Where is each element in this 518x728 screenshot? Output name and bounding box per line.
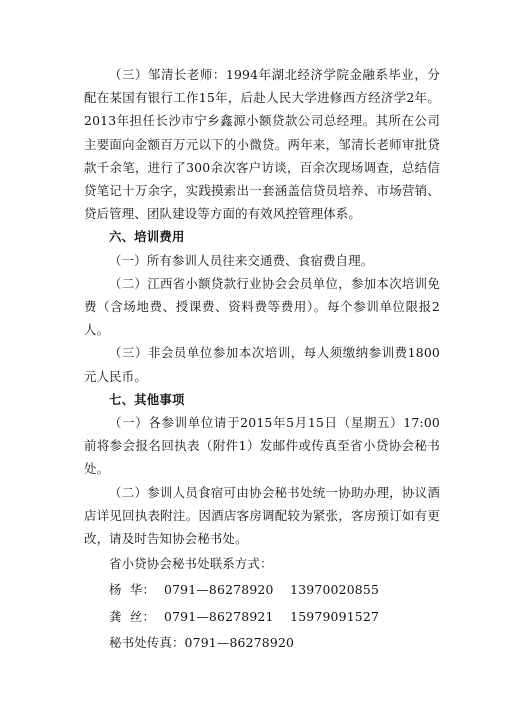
contact-value: 0791—86278921 15979091527 — [164, 608, 380, 624]
contact-value: 0791—86278920 13970020855 — [164, 582, 380, 598]
contact-row — [84, 605, 440, 628]
document-body — [84, 63, 440, 654]
contact-label: 秘书处传真： — [109, 634, 185, 650]
contact-label: 杨 华： — [109, 582, 156, 598]
contact-row — [84, 578, 440, 601]
fees-item-3: （三）非会员单位参加本次培训，每人须缴纳参训费1800元人民币。 — [84, 345, 440, 384]
section-heading-other-matters: 七、其他事项 — [109, 391, 185, 407]
fees-item-1: （一）所有参训人员往来交通费、食宿费自理。 — [109, 252, 374, 268]
fees-item-2: （二）江西省小额贷款行业协会会员单位，参加本次培训免费（含场地费、授课费、资料费等费用）。每个参训单位限报2人。 — [84, 275, 440, 338]
contact-row — [84, 631, 440, 654]
other-item-1: （一）各参训单位请于2015年5月15日（星期五）17:00前将参会报名回执表（附件1）发邮件或传真至省小贷协会秘书处。 — [84, 415, 440, 477]
other-item-2: （二）参训人员食宿可由协会秘书处统一协助办理，协议酒店详见回执表附注。因酒店客房调配较为紧张，客房预订如有更改，请及时告知协会秘书处。 — [84, 484, 440, 547]
contact-intro: 省小贷协会秘书处联系方式： — [109, 556, 273, 572]
teacher-bio-paragraph: （三）邹清长老师：1994年湖北经济学院金融系毕业，分配在某国有银行工作15年，后赴人民大学进修西方经济学2年。2013年担任长沙市宁乡鑫源小额贷款公司总经理。其所在公司主要面向金额百万元以下的小微贷。两年来，邹清长老师审批贷款千余笔，进行了300余次客户访谈，百余次现场调查，总结信贷笔记十万余字，实践摸索出一套涵盖信贷员培养、市场营销、贷后管理、团队建设等方面的有效风控管理体系。 — [84, 67, 440, 222]
contact-label: 龚 丝： — [109, 608, 156, 624]
contact-value: 0791—86278920 — [184, 634, 295, 650]
section-heading-training-fees: 六、培训费用 — [109, 229, 185, 245]
